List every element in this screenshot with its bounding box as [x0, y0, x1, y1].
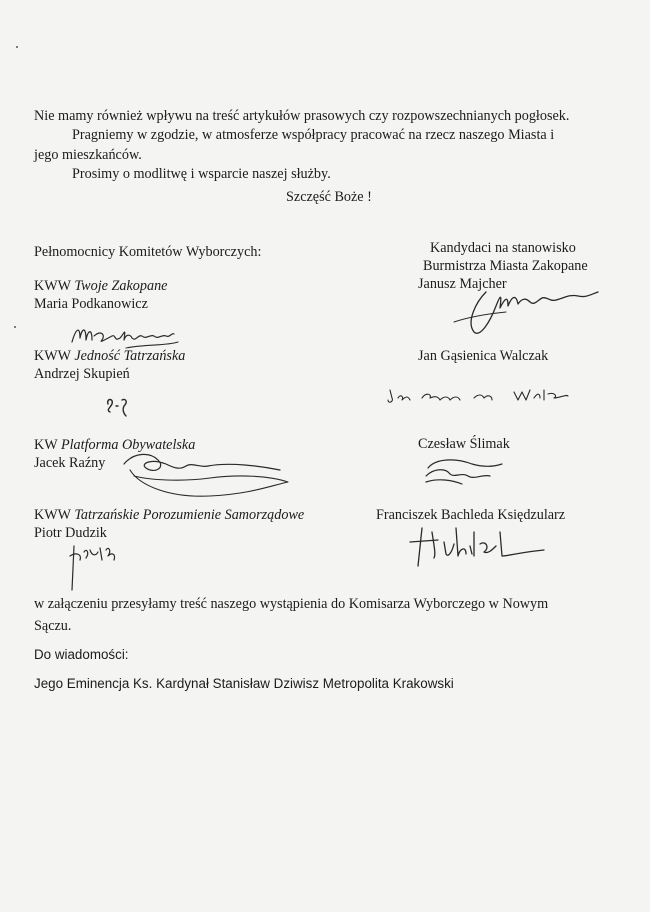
committee-2-person: Andrzej Skupień	[34, 366, 130, 382]
committee-1-person: Maria Podkanowicz	[34, 296, 148, 312]
blessing: Szczęść Boże !	[286, 189, 372, 205]
scan-speck	[16, 46, 18, 48]
candidates-heading-2: Burmistrza Miasta Zakopane	[423, 258, 588, 274]
committee-prefix: KWW	[34, 507, 71, 523]
signature-bachleda	[404, 522, 554, 570]
committee-1	[34, 278, 167, 295]
intro-line-3: jego mieszkańców.	[34, 147, 142, 163]
candidate-3: Czesław Ślimak	[418, 436, 510, 452]
attachment-line-2: Sączu.	[34, 618, 72, 634]
cc-label: Do wiadomości:	[34, 647, 129, 662]
signature-razny	[110, 446, 300, 506]
committee-name: Platforma Obywatelska	[60, 437, 196, 453]
candidate-2: Jan Gąsienica Walczak	[418, 348, 549, 364]
committee-name: Twoje Zakopane	[74, 278, 168, 294]
signature-skupien	[104, 396, 134, 418]
committee-prefix: KWW	[34, 348, 71, 364]
committee-3-person: Jacek Raźny	[34, 455, 106, 471]
signature-slimak	[416, 454, 506, 494]
committee-name: Tatrzańskie Porozumienie Samorządowe	[74, 507, 305, 523]
signature-dudzik	[64, 542, 134, 594]
signature-walczak	[384, 384, 574, 412]
committee-4	[34, 507, 304, 524]
committee-name: Jedność Tatrzańska	[74, 348, 186, 364]
committee-prefix: KW	[34, 437, 58, 453]
signature-podkanowicz	[66, 316, 186, 356]
signature-majcher	[446, 282, 606, 342]
intro-line-2: Pragniemy w zgodzie, w atmosferze współpracy pracować na rzecz naszego Miasta i	[72, 127, 555, 143]
proxies-heading: Pełnomocnicy Komitetów Wyborczych:	[34, 244, 262, 260]
intro-line-4: Prosimy o modlitwę i wsparcie naszej służby.	[72, 166, 331, 182]
candidates-heading-1: Kandydaci na stanowisko	[430, 240, 576, 256]
attachment-line-1: w załączeniu przesyłamy treść naszego wystąpienia do Komisarza Wyborczego w Nowym	[34, 596, 549, 612]
cc-recipient: Jego Eminencja Ks. Kardynał Stanisław Dziwisz Metropolita Krakowski	[34, 676, 454, 691]
committee-4-person: Piotr Dudzik	[34, 525, 107, 541]
candidate-1: Janusz Majcher	[418, 276, 507, 292]
intro-line-1: Nie mamy również wpływu na treść artykułów prasowych czy rozpowszechnianych pogłosek.	[34, 108, 570, 124]
candidate-4: Franciszek Bachleda Księdzularz	[376, 507, 566, 523]
scan-speck	[14, 326, 16, 328]
committee-prefix: KWW	[34, 278, 71, 294]
